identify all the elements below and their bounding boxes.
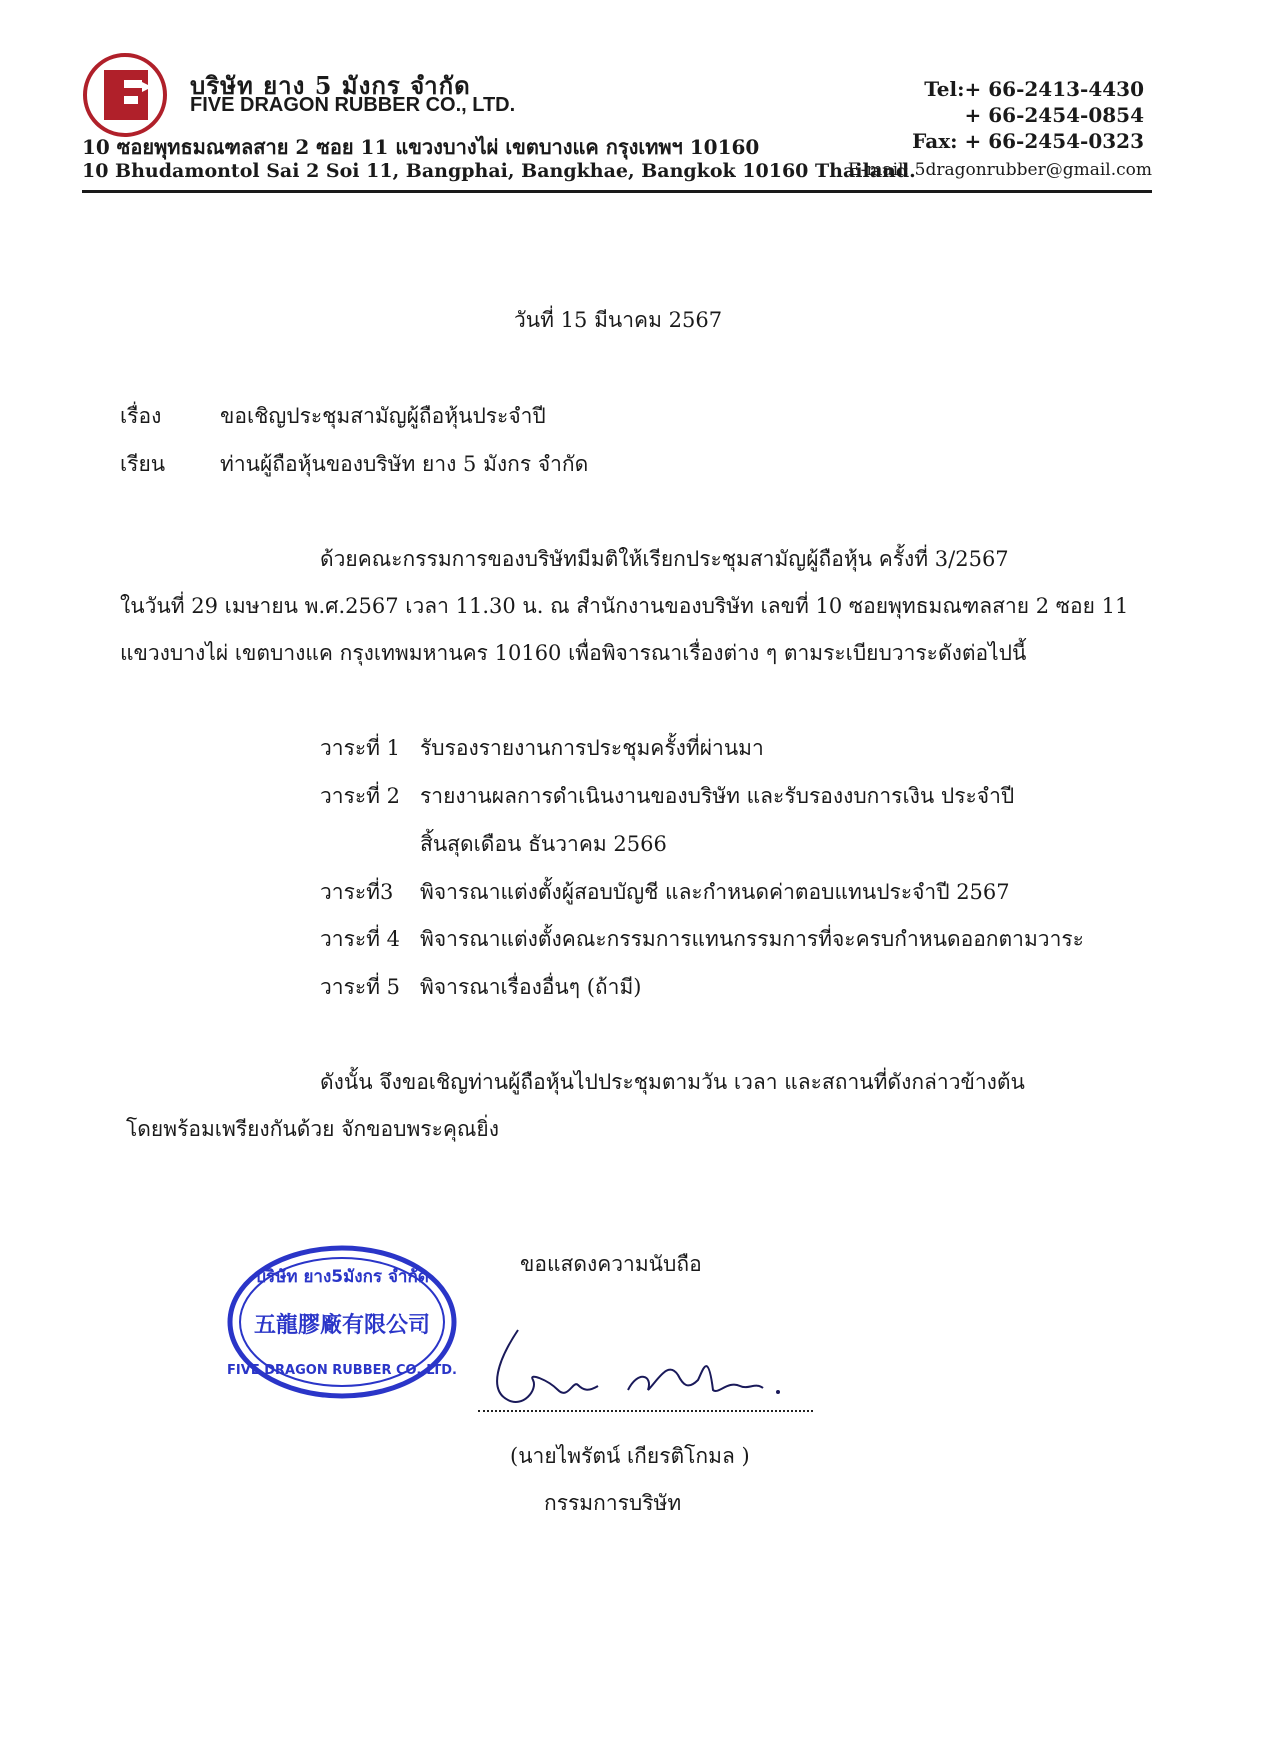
- agenda-text-2: รายงานผลการดำเนินงานของบริษัท และรับรองงบการเงิน ประจำปี: [420, 784, 1015, 808]
- agenda-number-5: วาระที่ 5: [320, 975, 401, 999]
- telephone-2: + 66-2454-0854: [964, 103, 1144, 127]
- agenda-text-3: พิจารณาแต่งตั้งผู้สอบบัญชี และกำหนดค่าตอบแทนประจำปี 2567: [420, 880, 1010, 904]
- header-divider: [82, 190, 1152, 193]
- signer-position: กรรมการบริษัท: [544, 1491, 682, 1515]
- stamp-text-top: บริษัท ยาง5มังกร จำกัด: [255, 1267, 429, 1287]
- recipient-value: ท่านผู้ถือหุ้นของบริษัท ยาง 5 มังกร จำกัด: [220, 452, 589, 476]
- agenda-number-3: วาระที่3: [320, 880, 394, 904]
- address-thai: 10 ซอยพุทธมณฑลสาย 2 ซอย 11 แขวงบางไผ่ เขตบางแค กรุงเทพฯ 10160: [82, 135, 760, 159]
- agenda-number-1: วาระที่ 1: [320, 736, 401, 760]
- stamp-text-chinese: 五龍膠廠有限公司: [253, 1313, 431, 1338]
- agenda-text-2b: สิ้นสุดเดือน ธันวาคม 2566: [420, 832, 667, 856]
- closing-text: ขอแสดงความนับถือ: [520, 1252, 702, 1276]
- address-english: 10 Bhudamontol Sai 2 Soi 11, Bangphai, Bangkhae, Bangkok 10160 Thailand.: [82, 160, 916, 182]
- agenda-number-4: วาระที่ 4: [320, 927, 401, 951]
- agenda-text-1: รับรองรายงานการประชุมครั้งที่ผ่านมา: [420, 736, 764, 760]
- signature-line: [478, 1410, 813, 1412]
- company-name-thai: บริษัท ยาง 5 มังกร จำกัด: [190, 71, 471, 100]
- intro-line-1: ด้วยคณะกรรมการของบริษัทมีมติให้เรียกประชุมสามัญผู้ถือหุ้น ครั้งที่ 3/2567: [320, 547, 1009, 571]
- company-name-english: FIVE DRAGON RUBBER CO., LTD.: [190, 94, 516, 116]
- letter-date: วันที่ 15 มีนาคม 2567: [514, 308, 723, 332]
- company-logo-icon: [82, 52, 168, 138]
- agenda-number-2: วาระที่ 2: [320, 784, 401, 808]
- agenda-text-4: พิจารณาแต่งตั้งคณะกรรมการแทนกรรมการที่จะครบกำหนดออกตามวาระ: [420, 927, 1084, 951]
- conclusion-line-2: โดยพร้อมเพรียงกันด้วย จักขอบพระคุณยิ่ง: [126, 1117, 499, 1141]
- fax-number: Fax: + 66-2454-0323: [912, 129, 1144, 153]
- conclusion-line-1: ดังนั้น จึงขอเชิญท่านผู้ถือหุ้นไปประชุมตามวัน เวลา และสถานที่ดังกล่าวข้างต้น: [320, 1070, 1025, 1094]
- subject-label: เรื่อง: [120, 404, 162, 428]
- subject-value: ขอเชิญประชุมสามัญผู้ถือหุ้นประจำปี: [220, 404, 546, 428]
- recipient-label: เรียน: [120, 452, 166, 476]
- telephone-1: Tel:+ 66-2413-4430: [924, 77, 1144, 101]
- intro-line-2: ในวันที่ 29 เมษายน พ.ศ.2567 เวลา 11.30 น. ณ สำนักงานของบริษัท เลขที่ 10 ซอยพุทธมณฑลสาย 2 ซอย 11: [120, 594, 1129, 618]
- signer-name: (นายไพรัตน์ เกียรติโกมล ): [510, 1444, 750, 1468]
- contact-block: [912, 76, 1144, 154]
- agenda-text-5: พิจารณาเรื่องอื่นๆ (ถ้ามี): [420, 975, 642, 999]
- intro-line-3: แขวงบางไผ่ เขตบางแค กรุงเทพมหานคร 10160 เพื่อพิจารณาเรื่องต่าง ๆ ตามระเบียบวาระดังต่อไปนี้: [120, 641, 1027, 665]
- company-stamp-icon: [222, 1240, 462, 1405]
- email-address: E-mail: 5dragonrubber@gmail.com: [847, 160, 1152, 180]
- stamp-text-bottom: FIVE DRAGON RUBBER CO.,LTD.: [227, 1363, 457, 1378]
- handwritten-signature-icon: [478, 1320, 818, 1415]
